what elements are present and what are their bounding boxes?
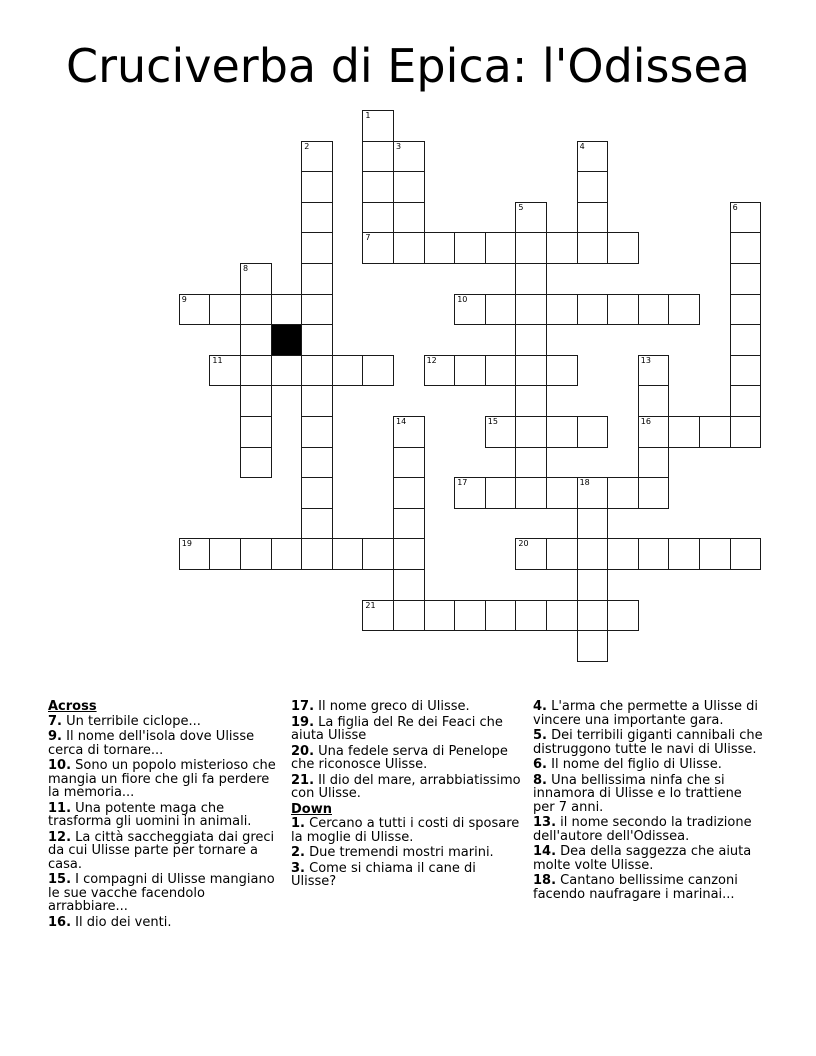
clue-number-label: 20 bbox=[518, 539, 529, 549]
clue-item bbox=[533, 816, 765, 843]
crossword-cell[interactable] bbox=[209, 538, 241, 570]
crossword-cell[interactable] bbox=[240, 385, 272, 417]
crossword-cell[interactable] bbox=[699, 538, 731, 570]
crossword-cell[interactable] bbox=[301, 538, 333, 570]
clue-item bbox=[291, 716, 523, 743]
crossword-cell[interactable] bbox=[271, 294, 303, 326]
crossword-cell[interactable] bbox=[240, 294, 272, 326]
crossword-cell[interactable] bbox=[638, 416, 670, 448]
crossword-cell[interactable] bbox=[730, 263, 762, 295]
crossword-cell[interactable] bbox=[179, 538, 211, 570]
clue-item bbox=[533, 874, 765, 901]
clue-number: 16. bbox=[48, 914, 72, 930]
clue-item bbox=[48, 759, 280, 800]
crossword-cell[interactable] bbox=[271, 538, 303, 570]
clue-number-label: 14 bbox=[396, 417, 407, 426]
crossword-cell[interactable] bbox=[577, 141, 609, 173]
crossword-cell[interactable] bbox=[454, 355, 486, 387]
crossword-cell[interactable] bbox=[332, 355, 364, 387]
crossword-block-cell bbox=[271, 324, 303, 356]
crossword-cell[interactable] bbox=[424, 355, 456, 387]
crossword-cell[interactable] bbox=[668, 416, 700, 448]
crossword-cell[interactable] bbox=[638, 294, 670, 326]
crossword-cell[interactable] bbox=[362, 141, 394, 173]
clue-column-1 bbox=[48, 700, 280, 931]
crossword-cell[interactable] bbox=[607, 477, 639, 509]
clue-column-2 bbox=[291, 700, 523, 891]
crossword-cell[interactable] bbox=[546, 294, 578, 326]
crossword-cell[interactable] bbox=[454, 294, 486, 326]
clue-item bbox=[291, 700, 523, 714]
crossword-cell[interactable] bbox=[301, 294, 333, 326]
clue-number: 20. bbox=[291, 743, 315, 759]
clue-number-label: 12 bbox=[426, 355, 437, 365]
crossword-cell[interactable] bbox=[393, 171, 425, 203]
crossword-cell[interactable] bbox=[546, 232, 578, 264]
clue-item bbox=[533, 774, 765, 815]
crossword-cell[interactable] bbox=[577, 477, 609, 509]
clue-number-label: 17 bbox=[457, 478, 468, 488]
clue-number: 13. bbox=[533, 815, 557, 830]
crossword-cell[interactable] bbox=[454, 600, 486, 632]
crossword-cell[interactable] bbox=[240, 355, 272, 387]
crossword-cell[interactable] bbox=[607, 538, 639, 570]
page-title: Cruciverba di Epica: l'Odissea bbox=[66, 39, 750, 93]
crossword-cell[interactable] bbox=[638, 355, 670, 387]
crossword-cell[interactable] bbox=[730, 416, 762, 448]
crossword-cell[interactable] bbox=[607, 600, 639, 632]
crossword-cell[interactable] bbox=[607, 294, 639, 326]
crossword-cell[interactable] bbox=[301, 508, 333, 540]
crossword-cell[interactable] bbox=[668, 294, 700, 326]
crossword-cell[interactable] bbox=[301, 232, 333, 264]
clue-number-label: 1 bbox=[365, 111, 371, 120]
clue-item bbox=[291, 774, 523, 801]
clue-text: il nome secondo la tradizione dell'autore dell'Odissea. bbox=[533, 815, 752, 844]
clue-number-label: 5 bbox=[518, 202, 524, 212]
clue-number: 11. bbox=[48, 800, 72, 816]
crossword-cell[interactable] bbox=[240, 324, 272, 356]
clue-item bbox=[48, 730, 280, 757]
crossword-cell[interactable] bbox=[577, 294, 609, 326]
clue-number-label: 21 bbox=[365, 600, 376, 610]
crossword-cell[interactable] bbox=[301, 263, 333, 295]
crossword-cell[interactable] bbox=[730, 538, 762, 570]
clue-number-label: 8 bbox=[243, 264, 249, 273]
clue-number-label: 16 bbox=[640, 417, 651, 426]
crossword-cell[interactable] bbox=[362, 538, 394, 570]
clue-number-label: 6 bbox=[732, 202, 738, 212]
clue-text: Dea della saggezza che aiuta molte volte Ulisse. bbox=[533, 844, 752, 873]
crossword-cell[interactable] bbox=[546, 477, 578, 509]
crossword-cell[interactable] bbox=[546, 355, 578, 387]
clue-item bbox=[291, 862, 523, 889]
clue-text: Il nome greco di Ulisse. bbox=[314, 699, 470, 714]
crossword-cell[interactable] bbox=[577, 416, 609, 448]
clue-item bbox=[291, 817, 523, 844]
clue-number-label: 10 bbox=[457, 294, 468, 304]
clue-item bbox=[48, 802, 280, 829]
crossword-cell[interactable] bbox=[485, 477, 517, 509]
crossword-cell[interactable] bbox=[577, 171, 609, 203]
crossword-cell[interactable] bbox=[393, 508, 425, 540]
crossword-cell[interactable] bbox=[393, 600, 425, 632]
crossword-cell[interactable] bbox=[577, 630, 609, 662]
crossword-cell[interactable] bbox=[271, 355, 303, 387]
clue-number-label: 3 bbox=[396, 141, 402, 151]
crossword-cell[interactable] bbox=[515, 294, 547, 326]
clue-text: Dei terribili giganti cannibali che distruggono tutte le navi di Ulisse. bbox=[533, 728, 763, 757]
clue-item bbox=[291, 745, 523, 772]
clue-number: 5. bbox=[533, 728, 547, 743]
crossword-cell[interactable] bbox=[515, 355, 547, 387]
crossword-cell[interactable] bbox=[240, 447, 272, 479]
clue-text: Due tremendi mostri marini. bbox=[304, 845, 494, 860]
crossword-cell[interactable] bbox=[577, 569, 609, 601]
crossword-cell[interactable] bbox=[362, 202, 394, 234]
clue-number: 18. bbox=[533, 873, 557, 888]
crossword-cell[interactable] bbox=[179, 294, 211, 326]
clue-item bbox=[533, 729, 765, 756]
crossword-cell[interactable] bbox=[393, 447, 425, 479]
crossword-cell[interactable] bbox=[699, 416, 731, 448]
clue-text: I compagni di Ulisse mangiano le sue vacche facendolo arrabbiare... bbox=[48, 872, 275, 914]
clue-text: Cantano bellissime canzoni facendo naufragare i marinai... bbox=[533, 873, 738, 902]
clue-number: 9. bbox=[48, 729, 62, 744]
clue-number-label: 4 bbox=[579, 141, 585, 151]
clue-number: 15. bbox=[48, 872, 72, 887]
crossword-cell[interactable] bbox=[730, 355, 762, 387]
clue-number-label: 7 bbox=[365, 233, 371, 243]
clue-text: Un terribile ciclope... bbox=[61, 713, 201, 729]
crossword-cell[interactable] bbox=[577, 600, 609, 632]
clue-item bbox=[48, 831, 280, 872]
clue-number: 10. bbox=[48, 758, 72, 773]
crossword-cell[interactable] bbox=[546, 538, 578, 570]
clue-text: Una fedele serva di Penelope che riconosce Ulisse. bbox=[291, 743, 508, 772]
clue-item bbox=[48, 715, 280, 729]
clue-item bbox=[533, 700, 765, 727]
crossword-cell[interactable] bbox=[240, 416, 272, 448]
crossword-cell[interactable] bbox=[577, 202, 609, 234]
crossword-cell[interactable] bbox=[209, 355, 241, 387]
crossword-cell[interactable] bbox=[240, 538, 272, 570]
clue-number: 1. bbox=[291, 816, 305, 831]
crossword-cell[interactable] bbox=[362, 600, 394, 632]
crossword-cell[interactable] bbox=[607, 232, 639, 264]
clue-text: La figlia del Re dei Feaci che aiuta Ulisse bbox=[291, 714, 503, 743]
clue-number-label: 15 bbox=[487, 417, 498, 426]
crossword-cell[interactable] bbox=[209, 294, 241, 326]
clue-text: Il nome del figlio di Ulisse. bbox=[546, 757, 722, 772]
crossword-cell[interactable] bbox=[638, 447, 670, 479]
crossword-cell[interactable] bbox=[301, 171, 333, 203]
crossword-cell[interactable] bbox=[362, 110, 394, 142]
crossword-cell[interactable] bbox=[362, 355, 394, 387]
crossword-cell[interactable] bbox=[730, 324, 762, 356]
crossword-cell[interactable] bbox=[577, 508, 609, 540]
crossword-cell[interactable] bbox=[301, 141, 333, 173]
crossword-cell[interactable] bbox=[730, 232, 762, 264]
clue-text: Come si chiama il cane di Ulisse? bbox=[291, 860, 476, 889]
crossword-cell[interactable] bbox=[638, 477, 670, 509]
crossword-cell[interactable] bbox=[485, 232, 517, 264]
clue-number-label: 11 bbox=[212, 355, 223, 365]
crossword-cell[interactable] bbox=[515, 202, 547, 234]
crossword-cell[interactable] bbox=[454, 477, 486, 509]
clue-item bbox=[291, 846, 523, 860]
clue-column-3 bbox=[533, 700, 765, 903]
crossword-cell[interactable] bbox=[730, 294, 762, 326]
crossword-cell[interactable] bbox=[393, 416, 425, 448]
crossword-cell[interactable] bbox=[515, 232, 547, 264]
clue-number-label: 19 bbox=[181, 539, 192, 549]
crossword-cell[interactable] bbox=[515, 263, 547, 295]
crossword-cell[interactable] bbox=[301, 416, 333, 448]
crossword-cell[interactable] bbox=[424, 600, 456, 632]
clue-text: Una bellissima ninfa che si innamora di Ulisse e lo trattiene per 7 anni. bbox=[533, 772, 742, 815]
crossword-cell[interactable] bbox=[393, 232, 425, 264]
crossword-cell[interactable] bbox=[485, 355, 517, 387]
clue-text: Il nome dell'isola dove Ulisse cerca di tornare... bbox=[48, 729, 255, 758]
crossword-cell[interactable] bbox=[301, 385, 333, 417]
crossword-cell[interactable] bbox=[393, 477, 425, 509]
crossword-cell[interactable] bbox=[485, 294, 517, 326]
clue-item bbox=[48, 916, 280, 930]
clue-number: 3. bbox=[291, 860, 305, 876]
clue-number: 14. bbox=[533, 844, 557, 859]
clue-heading-down: Down bbox=[291, 801, 332, 817]
crossword-cell[interactable] bbox=[362, 232, 394, 264]
crossword-cell[interactable] bbox=[301, 477, 333, 509]
crossword-cell[interactable] bbox=[577, 538, 609, 570]
crossword-cell[interactable] bbox=[668, 538, 700, 570]
crossword-cell[interactable] bbox=[546, 416, 578, 448]
crossword-cell[interactable] bbox=[301, 324, 333, 356]
clue-number-label: 13 bbox=[640, 355, 651, 365]
clue-text: Cercano a tutti i costi di sposare la moglie di Ulisse. bbox=[291, 816, 520, 845]
crossword-cell[interactable] bbox=[577, 232, 609, 264]
clue-text: L'arma che permette a Ulisse di vincere una importante gara. bbox=[533, 699, 759, 728]
crossword-cell[interactable] bbox=[301, 447, 333, 479]
clue-number: 21. bbox=[291, 772, 315, 788]
clue-number: 6. bbox=[533, 757, 547, 772]
clue-number: 2. bbox=[291, 845, 305, 860]
clue-item bbox=[48, 873, 280, 914]
clue-number-label: 9 bbox=[181, 294, 187, 304]
crossword-cell[interactable] bbox=[332, 538, 364, 570]
crossword-cell[interactable] bbox=[515, 600, 547, 632]
crossword-cell[interactable] bbox=[638, 385, 670, 417]
crossword-cell[interactable] bbox=[424, 232, 456, 264]
crossword-cell[interactable] bbox=[515, 538, 547, 570]
clue-heading-across: Across bbox=[48, 699, 97, 714]
crossword-cell[interactable] bbox=[454, 232, 486, 264]
crossword-cell[interactable] bbox=[515, 477, 547, 509]
crossword-cell[interactable] bbox=[515, 447, 547, 479]
crossword-cell[interactable] bbox=[393, 538, 425, 570]
crossword-cell[interactable] bbox=[485, 416, 517, 448]
crossword-cell[interactable] bbox=[362, 171, 394, 203]
clue-text: Sono un popolo misterioso che mangia un fiore che gli fa perdere la memoria... bbox=[48, 758, 276, 800]
clue-item bbox=[533, 758, 765, 772]
crossword-cell[interactable] bbox=[393, 141, 425, 173]
clue-text: La città saccheggiata dai greci da cui Ulisse parte per tornare a casa. bbox=[48, 829, 275, 872]
clue-number: 4. bbox=[533, 699, 547, 714]
crossword-cell[interactable] bbox=[546, 600, 578, 632]
clue-text: Il dio del mare, arrabbiatissimo con Ulisse. bbox=[291, 772, 521, 801]
clue-number-label: 2 bbox=[304, 141, 310, 151]
crossword-cell[interactable] bbox=[730, 385, 762, 417]
crossword-cell[interactable] bbox=[301, 355, 333, 387]
clue-text: Una potente maga che trasforma gli uomini in animali. bbox=[48, 800, 252, 829]
crossword-cell[interactable] bbox=[730, 202, 762, 234]
crossword-cell[interactable] bbox=[393, 202, 425, 234]
crossword-cell[interactable] bbox=[515, 324, 547, 356]
crossword-cell[interactable] bbox=[240, 263, 272, 295]
clue-number: 7. bbox=[48, 713, 62, 729]
clue-text: Il dio dei venti. bbox=[71, 914, 172, 930]
crossword-cell[interactable] bbox=[393, 569, 425, 601]
clue-number: 19. bbox=[291, 714, 315, 730]
crossword-cell[interactable] bbox=[515, 416, 547, 448]
clue-item bbox=[533, 845, 765, 872]
crossword-cell[interactable] bbox=[301, 202, 333, 234]
crossword-cell[interactable] bbox=[515, 385, 547, 417]
crossword-cell[interactable] bbox=[638, 538, 670, 570]
clue-number: 8. bbox=[533, 772, 547, 788]
clue-number-label: 18 bbox=[579, 478, 590, 488]
clue-number: 12. bbox=[48, 829, 72, 845]
clue-number: 17. bbox=[291, 699, 315, 714]
crossword-cell[interactable] bbox=[485, 600, 517, 632]
